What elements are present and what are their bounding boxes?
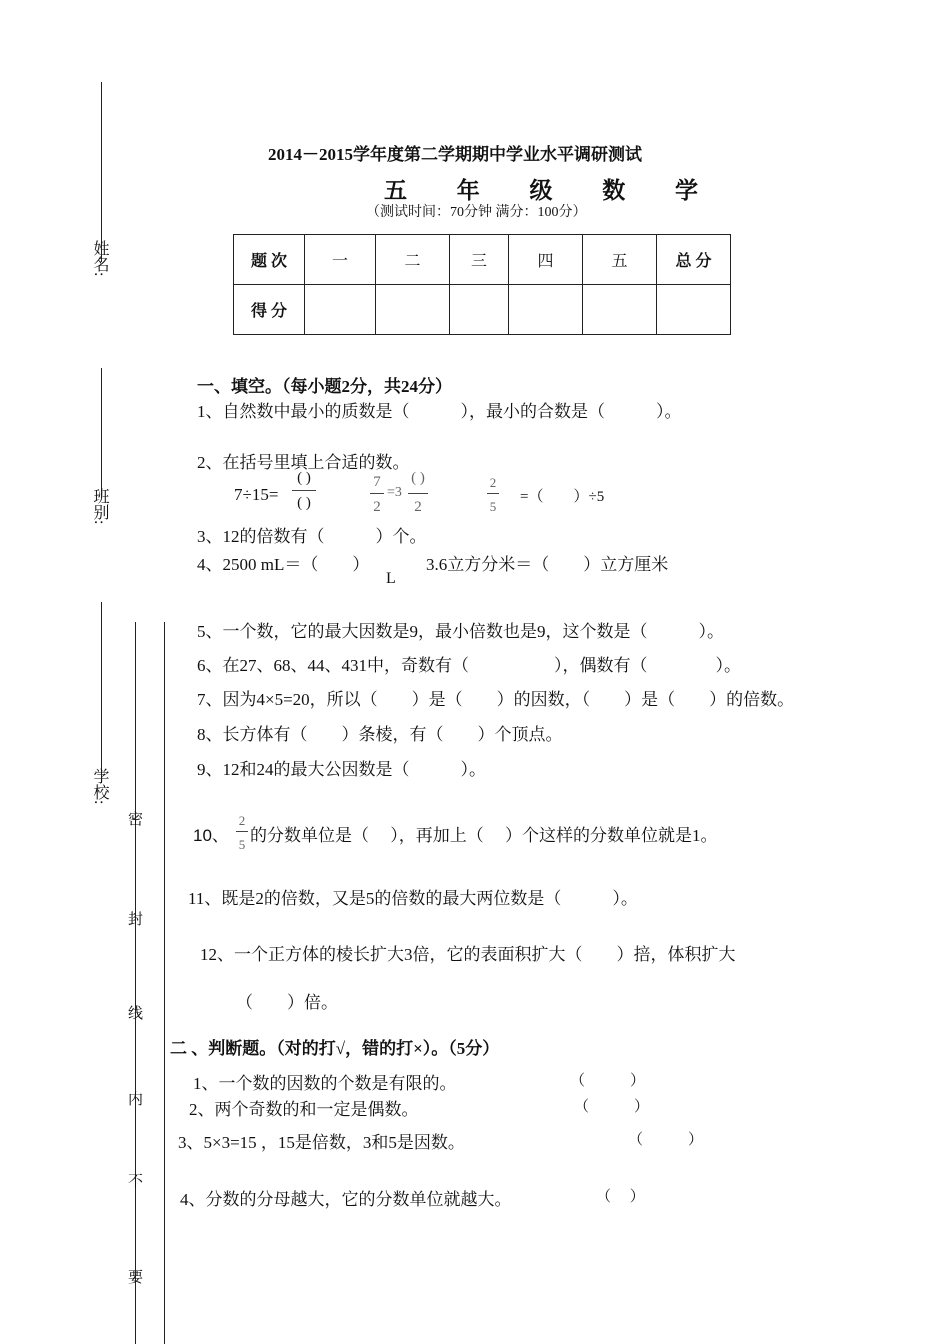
question-3: 3、12的倍数有（ ）个。 xyxy=(197,527,427,546)
q2c-denominator: 5 xyxy=(489,499,497,514)
seal-line-left xyxy=(135,622,136,1344)
question-4-unit: L xyxy=(386,570,396,587)
question-6: 6、在27、68、44、431中，奇数有（ ），偶数有（ ）。 xyxy=(197,656,741,675)
judge-item-4: 4、分数的分母越大，它的分数单位就越大。 xyxy=(180,1190,512,1209)
seal-char: 线 xyxy=(128,1006,144,1022)
score-input-cell[interactable] xyxy=(657,285,731,335)
subject-title: 五 年 级 数 学 xyxy=(384,178,720,203)
q2b-denominator: 2 xyxy=(414,499,422,515)
question-9: 9、12和24的最大公因数是（ ）。 xyxy=(197,760,486,779)
exam-title: 2014－2015学年度第二学期期中学业水平调研测试 xyxy=(268,145,642,164)
fraction-bar xyxy=(408,493,428,494)
section2-title: 二 、判断题。（对的打√，错的打×）。（5分） xyxy=(170,1039,500,1058)
fraction-bar xyxy=(292,490,316,491)
judge-item-2: 2、两个奇数的和一定是偶数。 xyxy=(189,1100,419,1119)
q2b-denominator: 2 xyxy=(373,499,381,515)
class-label: 班别: xyxy=(91,488,108,525)
question-8: 8、长方体有（ ）条棱，有（ ）个顶点。 xyxy=(197,725,563,744)
section1-title: 一、填空。（每小题2分，共24分） xyxy=(197,377,452,396)
judge-mark-1[interactable]: （ ） xyxy=(570,1073,646,1089)
score-table-header-row xyxy=(234,235,731,285)
fraction-bar xyxy=(236,831,248,832)
q10-denominator: 5 xyxy=(238,837,246,852)
binding-line-middle xyxy=(101,368,102,498)
seal-char: 内 xyxy=(128,1092,144,1108)
question-10-prefix: 10、 xyxy=(193,826,229,845)
seal-line-right xyxy=(164,622,165,1344)
q2a-numerator[interactable]: ( ) xyxy=(297,470,311,486)
table-cell: 得 分 xyxy=(234,285,305,335)
name-label: 姓名: xyxy=(91,240,108,277)
question-12-cont: （ ）倍。 xyxy=(236,993,338,1012)
seal-char: 密 xyxy=(128,812,144,828)
question-1: 1、自然数中最小的质数是（ ），最小的合数是（ ）。 xyxy=(197,402,682,421)
q10-numerator: 2 xyxy=(238,813,246,828)
table-cell: 五 xyxy=(583,235,657,285)
score-input-cell[interactable] xyxy=(450,285,509,335)
exam-info: （测试时间：70分钟 满分：100分） xyxy=(366,205,587,220)
q2a-prefix: 7÷15= xyxy=(234,485,279,504)
table-cell: 一 xyxy=(305,235,376,285)
judge-mark-2[interactable]: （ ） xyxy=(574,1099,650,1115)
q2c-numerator: 2 xyxy=(489,475,497,490)
table-cell: 四 xyxy=(509,235,583,285)
table-cell: 题 次 xyxy=(234,235,305,285)
judge-mark-3[interactable]: （ ） xyxy=(628,1132,704,1148)
fraction-bar xyxy=(370,493,384,494)
table-cell: 三 xyxy=(450,235,509,285)
score-table xyxy=(233,234,731,335)
score-table-score-row xyxy=(234,285,731,335)
binding-line-bottom xyxy=(101,602,102,782)
seal-char: 封 xyxy=(128,912,144,928)
seal-char: 要 xyxy=(128,1270,144,1286)
q2b-numerator-blank[interactable]: ( ) xyxy=(411,470,425,486)
question-5: 5、一个数，它的最大因数是9，最小倍数也是9，这个数是（ ）。 xyxy=(197,622,724,641)
question-4b: 3.6立方分米＝（ ）立方厘米 xyxy=(426,555,669,574)
judge-item-3: 3、5×3=15 ，15是倍数，3和5是因数。 xyxy=(178,1133,465,1152)
question-11: 11、既是2的倍数，又是5的倍数的最大两位数是（ ）。 xyxy=(188,889,638,908)
judge-mark-4[interactable]: （ ） xyxy=(596,1189,645,1205)
table-cell: 总 分 xyxy=(657,235,731,285)
binding-line-top xyxy=(101,82,102,262)
q2a-denominator[interactable]: ( ) xyxy=(297,495,311,511)
question-7: 7、因为4×5=20，所以（ ）是（ ）的因数，（ ）是（ ）的倍数。 xyxy=(197,690,795,709)
seal-char: 不 xyxy=(128,1174,144,1190)
q2b-numerator: 7 xyxy=(373,474,381,490)
score-input-cell[interactable] xyxy=(583,285,657,335)
judge-item-1: 1、一个数的因数的个数是有限的。 xyxy=(193,1074,457,1093)
question-4a: 4、2500 mL＝（ ） xyxy=(197,555,370,574)
score-input-cell[interactable] xyxy=(376,285,450,335)
question-10-rest: 的分数单位是（ ），再加上（ ）个这样的分数单位就是1。 xyxy=(250,826,718,845)
question-2: 2、在括号里填上合适的数。 xyxy=(197,453,410,472)
table-cell: 二 xyxy=(376,235,450,285)
score-input-cell[interactable] xyxy=(305,285,376,335)
q2b-equals: =3 xyxy=(387,485,402,500)
question-12: 12、一个正方体的棱长扩大3倍，它的表面积扩大（ ）掊，体积扩大 xyxy=(200,945,736,964)
fraction-bar xyxy=(487,493,499,494)
score-input-cell[interactable] xyxy=(509,285,583,335)
school-label: 学校: xyxy=(91,768,108,805)
q2c-rest: =（ ）÷5 xyxy=(520,489,605,505)
